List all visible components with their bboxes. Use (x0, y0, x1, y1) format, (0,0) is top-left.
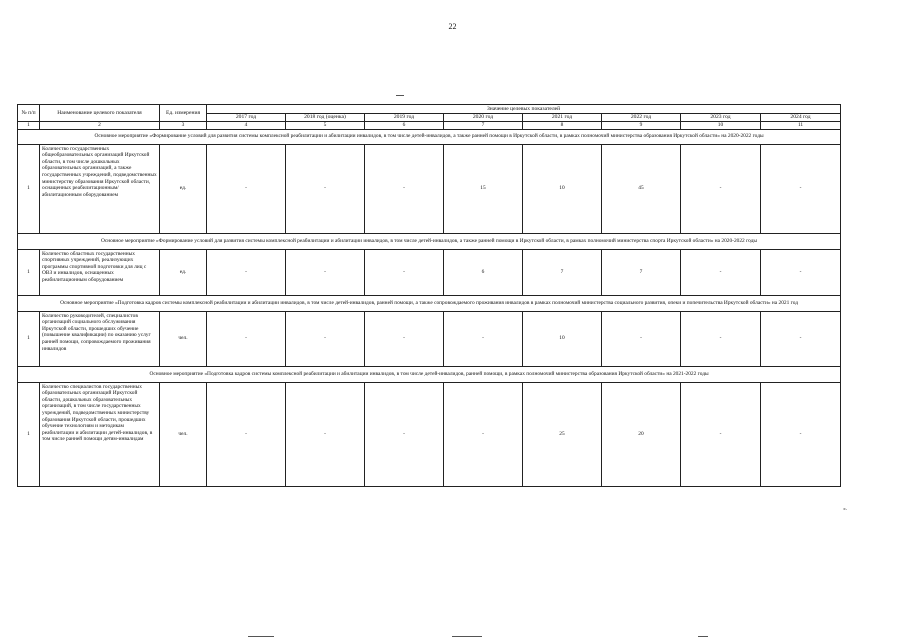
value-cell: 15 (444, 144, 523, 233)
value-cell: - (681, 311, 761, 366)
col-number: 9 (602, 122, 681, 130)
scan-mark (452, 636, 482, 637)
value-cell: 10 (523, 144, 602, 233)
row-num: 1 (18, 249, 40, 295)
header-year: 2018 год (оценка) (286, 114, 365, 122)
indicator-name: Количество государственных общеобразовательных организаций Иркутской области, в том числе дошкольных образовательных организаций, а также государственных учреждений, подведомственных министерству образования Иркутской области, оснащенных реабилитационным/абилитационным оборудованием (40, 144, 160, 233)
value-cell: - (365, 311, 444, 366)
header-year: 2017 год (207, 114, 286, 122)
value-cell: - (365, 382, 444, 486)
indicator-name: Количество областных государственных спортивных учреждений, реализующих программы спортивной подготовки для лиц с ОВЗ и инвалидов, оснащенных реабилитационным оборудованием (40, 249, 160, 295)
row-num: 1 (18, 382, 40, 486)
value-cell: - (681, 382, 761, 486)
value-cell: - (207, 144, 286, 233)
value-cell: - (444, 311, 523, 366)
header-unit: Ед. измерения (160, 105, 207, 122)
section-title: Основное мероприятие «Подготовка кадров системы комплексной реабилитации и абилитации инвалидов, в том числе детей-инвалидов, ранней помощи, в рамках полномочий министерства образования Иркутской области» на 2021-2022 годы (18, 366, 841, 382)
col-number: 11 (761, 122, 841, 130)
value-cell: - (761, 144, 841, 233)
col-number: 5 (286, 122, 365, 130)
value-cell: 7 (602, 249, 681, 295)
header-group: Значение целевых показателей (207, 105, 841, 114)
value-cell: - (365, 144, 444, 233)
value-cell: - (365, 249, 444, 295)
value-cell: - (761, 249, 841, 295)
row-num: 1 (18, 311, 40, 366)
table-row (18, 144, 841, 233)
value-cell: - (207, 382, 286, 486)
value-cell: 6 (444, 249, 523, 295)
section-title: Основное мероприятие «Подготовка кадров системы комплексной реабилитации и абилитации инвалидов, в том числе детей-инвалидов, ранней помощи, а также сопровождаемого проживания инвалидов в рамках полномочий министерства социального развития, опеки и попечительства Иркутской области» на 2021 год (18, 295, 841, 311)
header-year: 2020 год (444, 114, 523, 122)
col-number: 6 (365, 122, 444, 130)
value-cell: - (602, 311, 681, 366)
value-cell: - (761, 382, 841, 486)
indicator-name: Количество руководителей, специалистов организаций социального обслуживания Иркутской области, прошедших обучение (повышение квалификации) по оказанию услуг ранней помощи, сопровождаемого проживания инвалидов (40, 311, 160, 366)
table-row (18, 249, 841, 295)
col-number: 1 (18, 122, 40, 130)
value-cell: 25 (523, 382, 602, 486)
value-cell: - (444, 382, 523, 486)
section-title: Основное мероприятие «Формирование условий для развития системы комплексной реабилитации и абилитации инвалидов, в том числе детей-инвалидов, а также ранней помощи в Иркутской области, в рамках полномочий министерства спорта Иркутской области» на 2020-2022 годы (18, 233, 841, 249)
value-cell: - (286, 382, 365, 486)
col-number: 2 (40, 122, 160, 130)
col-number: 4 (207, 122, 286, 130)
scan-mark (698, 636, 708, 637)
table-row (18, 382, 841, 486)
indicator-name: Количество специалистов государственных образовательных организаций Иркутской области, дошкольных образовательных организаций, в том числе государственных учреждений, подведомственных министерству образования Иркутской области, прошедших обучение технологиям и методикам реабилитации и абилитации детей-инвалидов, в том числе ранней помощи детям-инвалидам (40, 382, 160, 486)
unit-cell: чел. (160, 311, 207, 366)
scan-mark (248, 636, 274, 637)
target-indicators-table (17, 104, 841, 487)
header-year: 2023 год (681, 114, 761, 122)
value-cell: 20 (602, 382, 681, 486)
value-cell: - (286, 144, 365, 233)
header-year: 2019 год (365, 114, 444, 122)
table-row (18, 311, 841, 366)
scan-mark (396, 95, 404, 96)
col-number: 10 (681, 122, 761, 130)
value-cell: - (286, 311, 365, 366)
value-cell: 7 (523, 249, 602, 295)
value-cell: - (207, 311, 286, 366)
header-num: № п/п (18, 105, 40, 122)
page-number: 22 (448, 22, 457, 31)
section-title: Основное мероприятие «Формирование условий для развития системы комплексной реабилитации и абилитации инвалидов, в том числе детей-инвалидов, а также ранней помощи в Иркутской области, в рамках полномочий министерства образования Иркутской области» на 2020-2022 годы (18, 129, 841, 144)
unit-cell: ед. (160, 249, 207, 295)
col-number: 3 (160, 122, 207, 130)
col-number: 8 (523, 122, 602, 130)
row-num: 1 (18, 144, 40, 233)
value-cell: - (207, 249, 286, 295)
col-number: 7 (444, 122, 523, 130)
value-cell: - (681, 249, 761, 295)
value-cell: - (286, 249, 365, 295)
value-cell: - (761, 311, 841, 366)
value-cell: - (681, 144, 761, 233)
unit-cell: чел. (160, 382, 207, 486)
value-cell: 45 (602, 144, 681, 233)
value-cell: 10 (523, 311, 602, 366)
header-year: 2021 год (523, 114, 602, 122)
header-year: 2024 год (761, 114, 841, 122)
closing-quote-mark: ». (843, 507, 847, 512)
header-year: 2022 год (602, 114, 681, 122)
unit-cell: ед. (160, 144, 207, 233)
header-name: Наименование целевого показателя (40, 105, 160, 122)
